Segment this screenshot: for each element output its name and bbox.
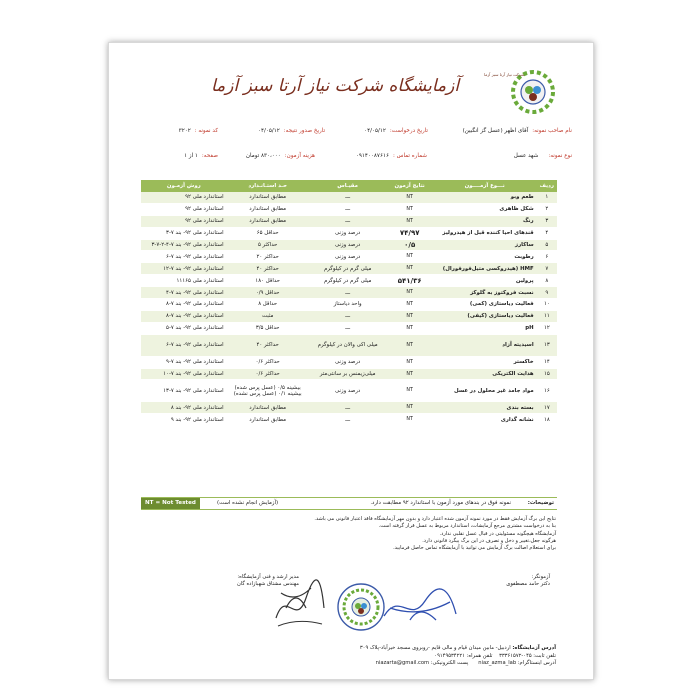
unit: واحد دیاستاز [309,299,387,311]
table-row [141,334,557,356]
notes-text: نمونه فوق در بندهای مورد آزمون با استاندارد ۹۲ مطابقت دارد. [370,500,511,506]
notes-label: توضیحات: [527,500,554,506]
table-row [141,239,557,251]
test-result: NT [387,192,433,203]
lab-stamp-icon [336,582,386,632]
table-row [141,227,557,239]
sample-code: کد نمونه :۳۲۰۲ [178,128,218,134]
table-row [141,402,557,414]
tester-signature [506,574,550,588]
test-result: NT [387,203,433,215]
standard-limit: حداکثر ۰/۶ [227,368,309,380]
senior-handwritten-signature-icon [266,568,332,634]
test-name: مواد جامد غیر محلول در عسل [433,380,537,402]
unit: ـــ [309,287,387,299]
header-unit: مقیـاس [309,180,387,192]
footer-social: آدرس اینستاگرام: niaz_azma_lab پست الکترونیکی: niazarta@gmail.com [375,660,556,667]
standard-limit: حداقل ۱۸۰ [227,275,309,287]
senior-name: مهندس مشتاق شهبازاده گان [236,581,299,587]
test-result: NT [387,334,433,356]
lab-title: آزمایشگاه شرکت نیاز آرتا سبز آزما [210,76,460,96]
test-name: نشانه گذاری [433,414,537,426]
test-result: NT [387,322,433,334]
notes-bar [141,497,557,510]
table-header-row [141,180,557,192]
result-date: تاریخ صدور نتیجه:۰۴/۰۵/۱۲ [258,128,325,134]
test-method: استاندارد ملی ۱۱۱۶۵ [141,275,227,287]
test-method: استاندارد ملی ۹۲- بند ۷-۳ [141,227,227,239]
test-result: NT [387,287,433,299]
test-name: رطوبت [433,251,537,263]
disclaimer-line: آزمایشگاه هیچگونه مسئولیتی در قبال عسل تقلبی ندارد. [439,530,556,537]
instagram-handle[interactable]: niaz_azma_lab [478,660,517,667]
sample-type: نوع نمونه:شهد عسل [513,153,572,159]
table-row [141,310,557,322]
test-cost: هزینه آزمون:۸۳۰،۰۰۰ تومان [245,153,315,159]
header-standard-limit: حـد استـانـدارد [227,180,309,192]
test-result: NT [387,402,433,414]
nt-legend-note: (آزمایش انجام نشده است) [217,500,279,506]
table-row [141,251,557,263]
test-method: استاندارد ملی ۹۲- بند ۷-۱۰ [141,368,227,380]
test-name: هدایت الکتریکی [433,368,537,380]
row-number: ۸ [537,275,557,287]
table-body [141,192,557,426]
table-row [141,322,557,334]
table-row [141,287,557,299]
row-number: ۱۸ [537,414,557,426]
senior-title: مدیر ارشد و فنی آزمایشگاه: [237,574,299,580]
unit: درصد وزنی [309,356,387,368]
test-result: NT [387,310,433,322]
test-name: pH [433,322,537,334]
test-name: قندهای احیا کننده قبل از هیدرولیز [433,227,537,239]
standard-limit: حداکثر ۴۰ [227,334,309,356]
unit: ـــ [309,215,387,227]
disclaimer-line: نتایج این برگ آزمایش فقط در مورد نمونه آزمون شده اعتبار دارد و بدون مهر آزمایشگاه فاقد اعتبار قانونی می باشد. [314,516,556,522]
standard-limit: حداقل ۸ [227,299,309,311]
lab-name-small: شرکت نیاز آرتا سبز آزما [484,72,525,77]
footer [180,645,556,668]
standard-limit: مطابق استاندارد [227,414,309,426]
test-name: اسیدیته آزاد [433,334,537,356]
page-number: صفحه:۱ از ۱ [184,153,218,159]
standard-limit: مثبت [227,310,309,322]
unit: درصد وزنی [309,239,387,251]
row-number: ۹ [537,287,557,299]
email-address[interactable]: niazarta@gmail.com [375,660,430,667]
disclaimer-line: برای استعلام اصالت برگ آزمایش می توانید با آزمایشگاه تماس حاصل فرمایید. [393,545,556,552]
unit: میلی گرم در کیلوگرم [309,275,387,287]
row-number: ۱۳ [537,334,557,356]
test-name: خاکستر [433,356,537,368]
disclaimer-line: هرگونه جعل،تغییر و دخل و تصرف در این برگ پیگرد قانونی دارد. [422,537,556,544]
row-number: ۱۰ [537,299,557,311]
test-method: استاندارد ملی ۹۲ [141,192,227,203]
footer-address: آدرس آزمایشگاه: اردبیل- مابین میدان قیام و مالی قایم -روبروی مسجد خیرآباد-پلاک ۳۰۹ [359,645,556,651]
test-result: NT [387,299,433,311]
unit: ـــ [309,322,387,334]
test-method: استاندارد ملی ۹۲- بند ۷-۶ [141,251,227,263]
test-method: استاندارد ملی ۹۲ [141,215,227,227]
unit: ـــ [309,192,387,203]
table-row [141,368,557,380]
test-method: استاندارد ملی ۹۲- بند ۷-۸ [141,299,227,311]
row-number: ۱۵ [537,368,557,380]
test-result: ۵۴۱/۳۶ [387,275,433,287]
disclaimer [180,516,556,552]
standard-limit: حداقل ۳/۵ [227,322,309,334]
test-method: استاندارد ملی ۹۲- بند ۷-۸ [141,310,227,322]
test-method: استاندارد ملی ۹۲- بند ۷-۹ [141,356,227,368]
standard-limit: حداکثر ۵ [227,239,309,251]
test-method: استاندارد ملی ۹۲- بند ۷-۴-۲-۷-۳ [141,239,227,251]
unit: میلی‌زیمنس بر سانتی‌متر [309,368,387,380]
test-name: HMF (هیدروکسی متیل‌فورفورال) [433,263,537,275]
row-number: ۱۴ [537,356,557,368]
test-result: NT [387,263,433,275]
disclaimer-line: بنا به درخواست مشتری مرجع آزمایشات، استاندارد مربوط به عسل قرار گرفته است. [378,523,556,530]
test-method: استاندارد ملی ۹۲- بند ۷-۶ [141,334,227,356]
nt-legend: NT = Not Tested [141,498,200,509]
header-result: نتایج آزمون [387,180,433,192]
test-result: NT [387,414,433,426]
table-row [141,263,557,275]
row-number: ۶ [537,251,557,263]
test-method: استاندارد ملی ۹۲- بند ۷-۱۲ [141,263,227,275]
standard-limit: بیشینه ۰/۵ (عسل پرس شده) بیشینه ۰/۱ (عسل پرس نشده) [227,380,309,402]
row-number: ۱ [537,192,557,203]
table-row [141,380,557,402]
request-date: تاریخ درخواست:۰۴/۰۵/۱۲ [364,128,428,134]
table-row [141,192,557,203]
standard-limit: مطابق استاندارد [227,192,309,203]
unit: درصد وزنی [309,251,387,263]
test-method: استاندارد ملی ۹۲ [141,203,227,215]
standard-limit: مطابق استاندارد [227,203,309,215]
standard-limit: حداکثر ۲۰ [227,251,309,263]
table-row [141,299,557,311]
test-name: نسبت فروکتوز به گلوکز [433,287,537,299]
test-result: NT [387,251,433,263]
test-method: استاندارد ملی ۹۲- بند ۷-۱۳ [141,380,227,402]
test-name: رنگ [433,215,537,227]
header-method: روش آزمـون [141,180,227,192]
standard-limit: حداقل ۶۵ [227,227,309,239]
tester-handwritten-signature-icon [380,586,460,626]
unit: درصد وزنی [309,227,387,239]
table-row [141,203,557,215]
unit: ـــ [309,402,387,414]
row-number: ۷ [537,263,557,275]
tester-name: دکتر حامد مصطفوی [506,581,550,587]
standard-limit: حداکثر ۰/۶ [227,356,309,368]
tester-title: آزمونگر: [531,574,550,580]
table-row [141,356,557,368]
test-result: NT [387,368,433,380]
standard-limit: حداقل ۰/۹ [227,287,309,299]
test-name: فعالیت دیاستازی (کمی) [433,299,537,311]
test-method: استاندارد ملی ۹۲- بند ۹ [141,414,227,426]
test-method: استاندارد ملی ۹۲- بند ۷-۴ [141,287,227,299]
test-name: ساکارز [433,239,537,251]
test-result: ۷۴/۹۷ [387,227,433,239]
row-number: ۴ [537,227,557,239]
unit: میلی اکی والان در کیلوگرم [309,334,387,356]
test-name: طعم وبو [433,192,537,203]
test-name: بسته بندی [433,402,537,414]
standard-limit: مطابق استاندارد [227,402,309,414]
unit: ـــ [309,414,387,426]
table-row [141,215,557,227]
row-number: ۱۷ [537,402,557,414]
results-table [141,180,557,426]
header-test-name: نـــوع آزمــــون [433,180,537,192]
test-result: NT [387,380,433,402]
row-number: ۱۲ [537,322,557,334]
test-name: فعالیت دیاستازی (کیفی) [433,310,537,322]
row-number: ۵ [537,239,557,251]
table-row [141,414,557,426]
unit: ـــ [309,203,387,215]
row-number: ۳ [537,215,557,227]
standard-limit: مطابق استاندارد [227,215,309,227]
row-number: ۱۶ [537,380,557,402]
sample-owner: نام صاحب نمونه:آقای اظهر (عسل گز انگبین) [462,128,572,134]
test-result: NT [387,356,433,368]
phone-number: شماره تماس :۰۹۱۴۰۰۸۷۶۱۶ [355,153,427,159]
test-method: استاندارد ملی ۹۲- بند ۸ [141,402,227,414]
table-row [141,275,557,287]
test-name: شکل ظاهری [433,203,537,215]
unit: ـــ [309,310,387,322]
row-number: ۲ [537,203,557,215]
test-result: NT [387,215,433,227]
unit: میلی گرم در کیلوگرم [309,263,387,275]
standard-limit: حداکثر ۴۰ [227,263,309,275]
footer-phones: تلفن ثابت: ۰۴۵-۳۳۳۶۱۵۷۲ تلفن همراه: ۰۹۱۴۹۵۳۴۲۲۱ [434,652,556,659]
unit: درصد وزنی [309,380,387,402]
row-number: ۱۱ [537,310,557,322]
test-result: ۰/۵ [387,239,433,251]
header-row-number: ردیف [537,180,557,192]
test-method: استاندارد ملی ۹۲- بند ۷-۵ [141,322,227,334]
test-name: پرولین [433,275,537,287]
